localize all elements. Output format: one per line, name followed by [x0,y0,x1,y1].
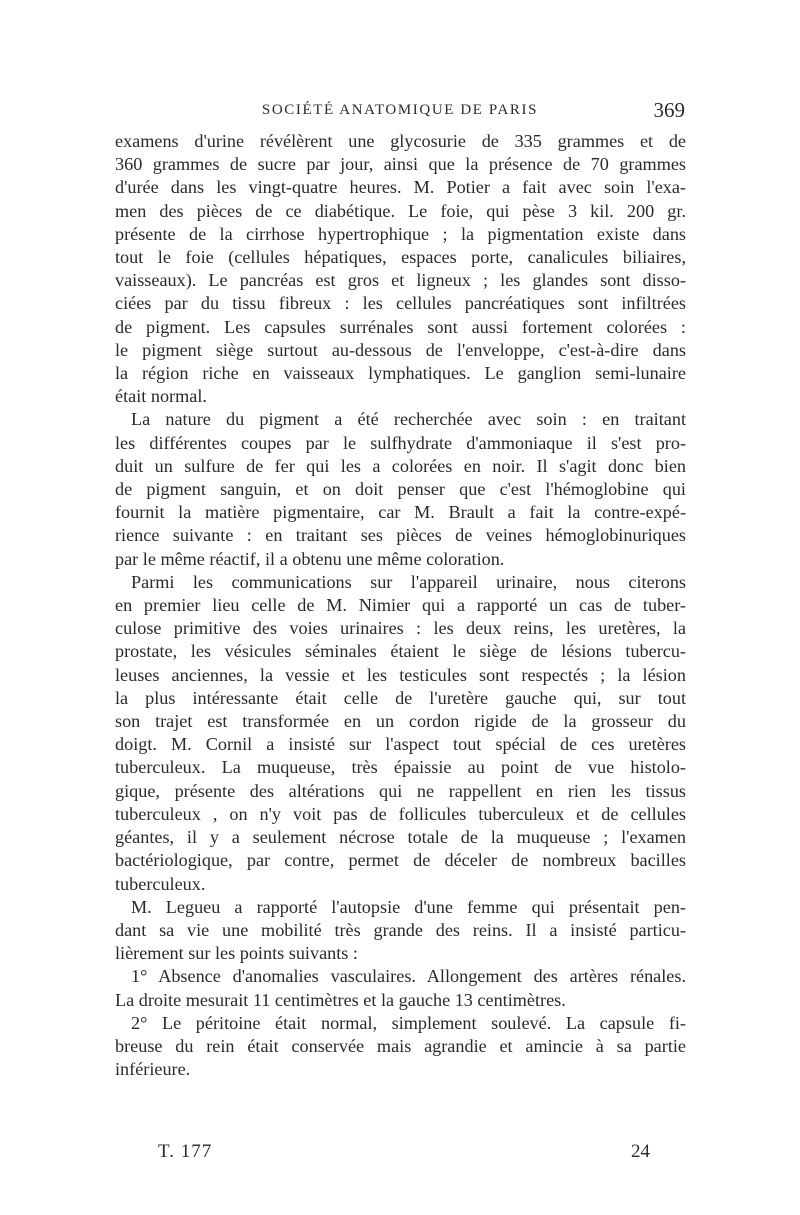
text-line: d'urée dans les vingt-quatre heures. M. Potier a fait avec soin l'exa- [115,177,686,198]
text-line: tuberculeux , on n'y voit pas de follicules tuberculeux et de cellules [115,803,686,824]
text-line: men des pièces de ce diabétique. Le foie, qui pèse 3 kil. 200 gr. [115,200,686,221]
text-line: de pigment. Les capsules surrénales sont aussi fortement colorées : [115,316,686,337]
text-line: 2° Le péritoine était normal, simplement soulevé. La capsule fi- [131,1012,686,1033]
body-text [115,130,686,1081]
text-line: en premier lieu celle de M. Nimier qui a rapporté un cas de tuber- [115,595,686,616]
text-line: était normal. [115,386,207,407]
text-line: tout le foie (cellules hépatiques, espaces porte, canalicules biliaires, [115,247,686,268]
running-title: SOCIÉTÉ ANATOMIQUE DE PARIS [261,102,539,118]
text-line: duit un sulfure de fer qui les a colorées en noir. Il s'agit donc bien [115,455,686,476]
text-line: ciées par du tissu fibreux : les cellules pancréatiques sont infiltrées [115,293,686,314]
text-line: vaisseaux). Le pancréas est gros et ligneux ; les glandes sont disso- [115,270,686,291]
text-line: gique, présente des altérations qui ne rappellent en rien les tissus [115,780,686,801]
page-header [115,98,685,128]
text-line: les différentes coupes par le sulfhydrate d'ammoniaque il s'est pro- [115,432,686,453]
text-line: tuberculeux. La muqueuse, très épaissie au point de vue histolo- [115,757,686,778]
text-line: 360 grammes de sucre par jour, ainsi que la présence de 70 grammes [115,154,686,175]
printer-signature: T. 177 [158,1141,213,1162]
text-line: par le même réactif, il a obtenu une même coloration. [115,548,505,569]
text-line: doigt. M. Cornil a insisté sur l'aspect tout spécial de ces uretères [115,734,686,755]
paragraph-pigment [115,408,686,570]
paragraph-point-1 [115,965,686,1011]
paragraph-point-2 [115,1012,686,1082]
page-number: 369 [653,98,685,122]
text-line: fournit la matière pigmentaire, car M. Brault a fait la contre-expé- [115,502,686,523]
page-footer [158,1141,650,1167]
text-line: de pigment sanguin, et on doit penser que c'est l'hémoglobine qui [115,479,686,500]
text-line: son trajet est transformée en un cordon rigide de la grosseur du [115,711,686,732]
text-line: breuse du rein était conservée mais agrandie et amincie à sa partie [115,1035,686,1056]
text-line: géantes, il y a seulement nécrose totale de la muqueuse ; l'examen [115,827,686,848]
text-line: présente de la cirrhose hypertrophique ; la pigmentation existe dans [115,223,686,244]
text-line: examens d'urine révélèrent une glycosurie de 335 grammes et de [115,131,686,151]
text-line: Parmi les communications sur l'appareil urinaire, nous citerons [131,571,686,592]
text-line: La droite mesurait 11 centimètres et la gauche 13 centimètres. [115,989,566,1010]
text-line: leuses anciennes, la vessie et les testicules sont respectés ; la lésion [115,664,686,685]
paragraph-nimier [115,571,686,896]
text-line: 1° Absence d'anomalies vasculaires. Allongement des artères rénales. [131,966,686,987]
text-line: bactériologique, par contre, permet de déceler de nombreux bacilles [115,850,686,871]
text-line: dant sa vie une mobilité très grande des reins. Il a insisté particu- [115,919,686,940]
paragraph-legueu [115,896,686,966]
text-line: la région riche en vaisseaux lymphatiques. Le ganglion semi-lunaire [115,363,686,384]
text-line: le pigment siège surtout au-dessous de l'enveloppe, c'est-à-dire dans [115,339,686,360]
text-line: la plus intéressante était celle de l'uretère gauche qui, sur tout [115,687,686,708]
text-line: prostate, les vésicules séminales étaient le siège de lésions tubercu- [115,641,686,662]
text-line: lièrement sur les points suivants : [115,943,358,964]
paragraph-potier [115,130,686,408]
text-line: La nature du pigment a été recherchée avec soin : en traitant [131,409,686,430]
text-line: M. Legueu a rapporté l'autopsie d'une femme qui présentait pen- [131,896,686,917]
text-line: rience suivante : en traitant ses pièces de veines hémoglobinuriques [115,525,686,546]
sheet-number: 24 [631,1141,650,1162]
text-line: inférieure. [115,1059,191,1080]
text-line: culose primitive des voies urinaires : les deux reins, les uretères, la [115,618,686,639]
text-line: tuberculeux. [115,873,206,894]
